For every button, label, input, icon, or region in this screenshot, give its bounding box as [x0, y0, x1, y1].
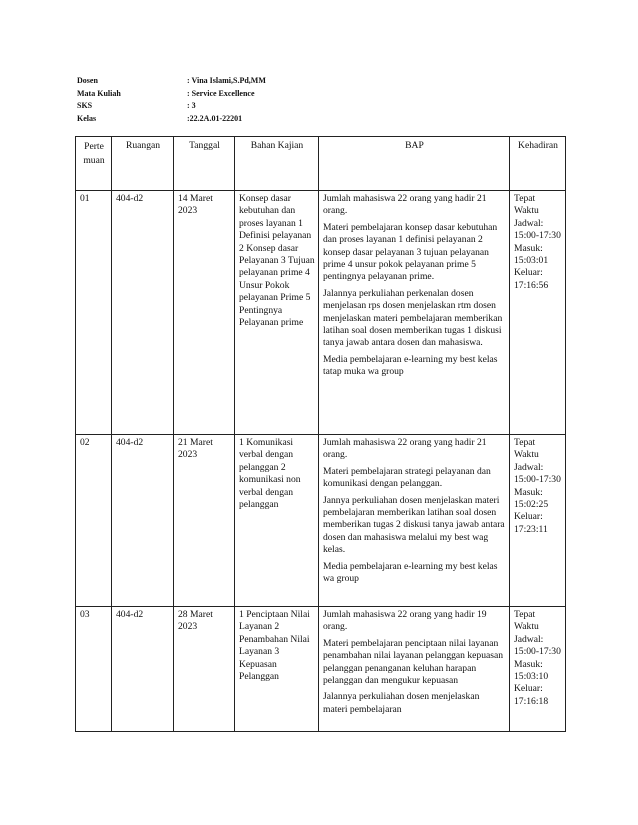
bap-materi: Materi pembelajaran penciptaan nilai layanan penambahan nilai layanan pelanggan kepuasan pelanggan penanganan keluhan harapan pelanggan dan mengukur kepuasan	[323, 637, 504, 687]
bap-media: Media pembelajaran e-learning my best kelas tatap muka wa group	[323, 353, 498, 378]
info-value: : Service Excellence	[187, 88, 255, 98]
header-pertemuan	[76, 137, 112, 191]
info-row-kelas	[77, 113, 266, 126]
course-info	[77, 75, 266, 125]
cell-bap	[319, 607, 510, 732]
bap-media: Media pembelajaran e-learning my best kelas wa group	[323, 560, 498, 585]
table-row	[76, 435, 566, 607]
table-row	[76, 607, 566, 732]
cell-kehadiran: Tepat Waktu Jadwal: 15:00-17:30 Masuk: 15:02:25 Keluar: 17:23:11	[510, 435, 566, 607]
cell-ruangan: 404-d2	[112, 191, 174, 435]
cell-pertemuan: 01	[76, 191, 112, 435]
cell-bahan-kajian: 1 Komunikasi verbal dengan pelanggan 2 komunikasi non verbal dengan pelanggan	[235, 435, 319, 607]
info-label: Kelas	[77, 113, 97, 123]
cell-bahan-kajian: Konsep dasar kebutuhan dan proses layanan 1 Definisi pelayanan 2 Konsep dasar Pelayanan 3 Tujuan pelayanan prime 4 Unsur Pokok pelayanan Prime 5 Pentingnya Pelayanan prime	[235, 191, 319, 435]
info-value: : 3	[187, 101, 196, 110]
cell-kehadiran: Tepat Waktu Jadwal: 15:00-17:30 Masuk: 15:03:10 Keluar: 17:16:18	[510, 607, 566, 732]
bap-jumlah: Jumlah mahasiswa 22 orang yang hadir 21 orang.	[323, 437, 487, 461]
info-row-dosen	[77, 75, 266, 88]
bap-jalannya: Jannya perkuliahan dosen menjelaskan materi pembelajaran memberikan latihan soal dosen memberikan tugas 2 diskusi tanya jawab antara dosen dan mahasiswa melalui my best wag kelas.	[323, 494, 505, 556]
cell-ruangan: 404-d2	[112, 435, 174, 607]
info-row-sks	[77, 100, 266, 113]
info-value: :22.2A.01-22201	[187, 113, 243, 123]
info-value: : Vina Islami,S.Pd,MM	[187, 76, 266, 85]
cell-pertemuan: 03	[76, 607, 112, 732]
bap-jalannya: Jalannya perkuliahan perkenalan dosen menjelasan rps dosen menjelaskan rtm dosen menjelaskan materi pembelajaran memberikan latihan soal dosen memberikan tugas 1 diskusi tanya jawab antara dosen dan mahasiswa.	[323, 287, 503, 349]
header-tanggal: Tanggal	[174, 137, 235, 191]
bap-jumlah: Jumlah mahasiswa 22 orang yang hadir 19 orang.	[323, 609, 487, 633]
header-kehadiran: Kehadiran	[510, 137, 566, 191]
cell-bap	[319, 191, 510, 435]
bap-materi: Materi pembelajaran konsep dasar kebutuhan dan proses layanan 1 definisi pelayanan 2 konsep dasar pelayanan 3 tujuan pelayanan prime 4 unsur pokok pelayanan prime 5 pentingnya pelayanan prime.	[323, 221, 498, 283]
table-row	[76, 191, 566, 435]
bap-materi: Materi pembelajaran strategi pelayanan dan komunikasi dengan pelanggan.	[323, 465, 491, 490]
cell-tanggal: 21 Maret 2023	[174, 435, 235, 607]
cell-tanggal: 14 Maret 2023	[174, 191, 235, 435]
info-row-mata-kuliah	[77, 88, 266, 101]
info-label: SKS	[77, 101, 93, 110]
header-pertemuan-label: Pertemuan	[83, 141, 105, 166]
bap-jalannya: Jalannya perkuliahan dosen menjelaskan materi pembelajaran	[323, 691, 480, 715]
table-header-row	[76, 137, 566, 191]
header-bahan-kajian: Bahan Kajian	[235, 137, 319, 191]
cell-pertemuan: 02	[76, 435, 112, 607]
info-label: Dosen	[77, 76, 98, 85]
cell-ruangan: 404-d2	[112, 607, 174, 732]
info-label: Mata Kuliah	[77, 88, 121, 98]
header-bap: BAP	[319, 137, 510, 191]
attendance-table	[75, 136, 566, 732]
bap-jumlah: Jumlah mahasiswa 22 orang yang hadir 21 orang.	[323, 193, 487, 217]
cell-bap	[319, 435, 510, 607]
cell-kehadiran: Tepat Waktu Jadwal: 15:00-17:30 Masuk: 15:03:01 Keluar: 17:16:56	[510, 191, 566, 435]
cell-bahan-kajian: 1 Penciptaan Nilai Layanan 2 Penambahan Nilai Layanan 3 Kepuasan Pelanggan	[235, 607, 319, 732]
bap-truncated-content	[323, 609, 506, 729]
cell-tanggal: 28 Maret 2023	[174, 607, 235, 732]
header-ruangan: Ruangan	[112, 137, 174, 191]
